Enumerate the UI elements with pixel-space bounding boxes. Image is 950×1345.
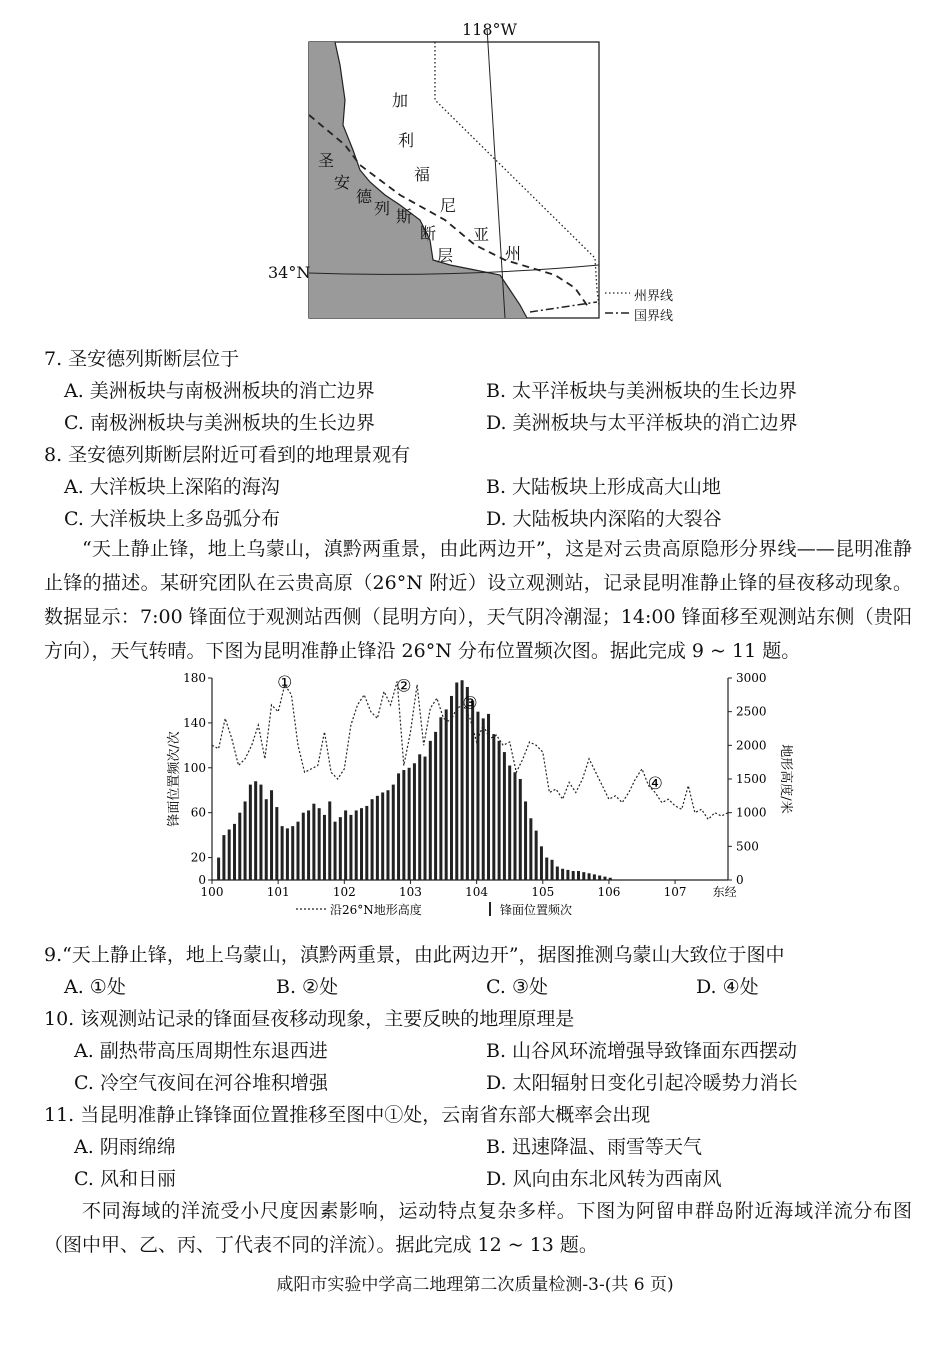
frequency-bar bbox=[349, 815, 352, 880]
frequency-bar bbox=[408, 768, 411, 880]
frequency-bar bbox=[371, 799, 374, 880]
y-right-tick-label: 2000 bbox=[736, 738, 767, 753]
y-left-tick-label: 100 bbox=[183, 760, 206, 775]
q8-option-b[interactable]: B. 大陆板块上形成高大山地 bbox=[486, 476, 722, 498]
frequency-bar bbox=[397, 773, 400, 880]
y-right-tick-label: 2500 bbox=[736, 704, 767, 719]
x-tick-label: 103 bbox=[399, 885, 422, 899]
frequency-bar bbox=[381, 792, 384, 880]
q9-option-b[interactable]: B. ②处 bbox=[276, 976, 339, 998]
frequency-bar bbox=[233, 824, 236, 880]
frequency-bar bbox=[244, 801, 247, 880]
q8-stem: 8. 圣安德列斯断层附近可看到的地理景观有 bbox=[44, 444, 411, 466]
page-footer: 咸阳市实验中学高二地理第二次质量检测-3-(共 6 页) bbox=[276, 1275, 674, 1295]
frequency-bar bbox=[386, 790, 389, 880]
frequency-bar bbox=[302, 813, 305, 880]
x-tick-label: 101 bbox=[266, 885, 290, 899]
frequency-bar bbox=[307, 810, 310, 880]
frequency-bar bbox=[424, 757, 427, 880]
y-left-tick-label: 140 bbox=[183, 715, 206, 730]
legend-national-border: 国界线 bbox=[634, 309, 674, 324]
fault-char: 层 bbox=[437, 246, 454, 265]
front-frequency-chart bbox=[160, 664, 800, 928]
q11-option-c[interactable]: C. 风和日丽 bbox=[74, 1168, 176, 1190]
q7-option-b[interactable]: B. 太平洋板块与美洲板块的生长边界 bbox=[486, 380, 798, 402]
frequency-bar bbox=[265, 799, 268, 880]
frequency-bar bbox=[249, 785, 252, 880]
frequency-bar bbox=[455, 682, 458, 880]
q11-option-d[interactable]: D. 风向由东北风转为西南风 bbox=[486, 1168, 722, 1190]
y-left-tick-label: 180 bbox=[183, 671, 206, 685]
frequency-bar bbox=[402, 770, 405, 880]
y-left-axis-title: 锋面位置频次/次 bbox=[167, 731, 182, 827]
y-right-axis-title: 地形高度/米 bbox=[778, 744, 793, 814]
frequency-bar bbox=[413, 763, 416, 880]
y-left-tick-label: 60 bbox=[190, 805, 206, 820]
legend-frequency-label: 锋面位置频次 bbox=[500, 903, 573, 917]
fault-char: 安 bbox=[334, 173, 351, 192]
frequency-bar bbox=[376, 796, 379, 880]
state-char: 州 bbox=[505, 244, 522, 263]
x-tick-label: 106 bbox=[597, 885, 621, 899]
x-tick-label: 107 bbox=[663, 885, 687, 899]
x-tick-label: 105 bbox=[531, 885, 555, 899]
y-right-tick-label: 0 bbox=[736, 873, 744, 887]
x-tick-label: 104 bbox=[465, 885, 489, 899]
frequency-bar bbox=[259, 785, 262, 880]
q7-option-a[interactable]: A. 美洲板块与南极洲板块的消亡边界 bbox=[64, 380, 375, 402]
frequency-bar bbox=[323, 815, 326, 880]
q11-option-a[interactable]: A. 阴雨绵绵 bbox=[74, 1136, 176, 1158]
frequency-bar bbox=[297, 822, 300, 880]
fault-char: 斯 bbox=[396, 207, 413, 226]
fault-char: 断 bbox=[420, 224, 437, 243]
state-char: 亚 bbox=[473, 225, 490, 244]
y-right-tick-label: 500 bbox=[736, 839, 759, 854]
passage-front: “天上静止锋，地上乌蒙山，滇黔两重景，由此两边开”，这是对云贵高原隐形分界线——昆明准静止锋的描述。某研究团队在云贵高原（26°N 附近）设立观测站，记录昆明准静止锋的昼夜移动现象。数据显示：7:00 锋面位于观测站西侧（昆明方向），天气阴冷潮湿；14:00 锋面移至观测站东侧（贵阳方向），天气转晴。下图为昆明准静止锋沿 26°N 分布位置频次图。据此完成 9 ~ 11 题。 bbox=[44, 538, 912, 662]
frequency-bar bbox=[593, 874, 596, 880]
chart-marker: ④ bbox=[647, 774, 663, 795]
frequency-bar bbox=[339, 817, 342, 880]
chart-marker: ① bbox=[277, 673, 293, 694]
frequency-bar bbox=[270, 790, 273, 880]
frequency-bar bbox=[312, 804, 315, 880]
frequency-bar bbox=[439, 717, 442, 880]
frequency-bar bbox=[577, 871, 580, 880]
q10-option-d[interactable]: D. 太阳辐射日变化引起冷暖势力消长 bbox=[486, 1072, 798, 1094]
q8-option-d[interactable]: D. 大陆板块内深陷的大裂谷 bbox=[486, 508, 722, 530]
fault-char: 德 bbox=[356, 187, 373, 206]
frequency-bar bbox=[355, 810, 358, 880]
frequency-bar bbox=[540, 846, 543, 880]
y-left-tick-label: 0 bbox=[198, 873, 206, 887]
frequency-bar bbox=[598, 876, 601, 880]
q7-option-d[interactable]: D. 美洲板块与太平洋板块的消亡边界 bbox=[486, 412, 798, 434]
lat-label: 34°N bbox=[268, 263, 311, 282]
frequency-bar bbox=[254, 781, 257, 880]
frequency-bar bbox=[471, 700, 474, 880]
frequency-bar bbox=[450, 696, 453, 880]
frequency-bar bbox=[476, 712, 479, 880]
frequency-bar bbox=[609, 878, 612, 880]
frequency-bar bbox=[482, 718, 485, 880]
y-right-tick-label: 3000 bbox=[736, 671, 767, 685]
chart-marker: ② bbox=[396, 676, 412, 697]
state-char: 福 bbox=[414, 165, 431, 184]
q7-option-c[interactable]: C. 南极洲板块与美洲板块的生长边界 bbox=[64, 412, 375, 434]
q8-option-c[interactable]: C. 大洋板块上多岛弧分布 bbox=[64, 508, 280, 530]
frequency-bar bbox=[222, 835, 225, 880]
frequency-bar bbox=[365, 806, 368, 880]
lon-label: 118°W bbox=[462, 20, 517, 39]
state-char: 尼 bbox=[440, 196, 457, 215]
california-map bbox=[305, 20, 705, 325]
frequency-bar bbox=[392, 785, 395, 880]
frequency-bar bbox=[228, 830, 231, 881]
q9-stem: 9.“天上静止锋，地上乌蒙山，滇黔两重景，由此两边开”，据图推测乌蒙山大致位于图中 bbox=[44, 944, 785, 966]
frequency-bar bbox=[291, 826, 294, 880]
frequency-bar bbox=[508, 766, 511, 880]
frequency-bar bbox=[318, 808, 321, 880]
y-left-tick-label: 20 bbox=[190, 850, 206, 865]
y-right-tick-label: 1000 bbox=[736, 805, 767, 820]
x-axis-label: 东经 bbox=[712, 885, 737, 899]
q11-option-b[interactable]: B. 迅速降温、雨雪等天气 bbox=[486, 1136, 703, 1158]
frequency-bar bbox=[328, 801, 331, 880]
frequency-bar bbox=[360, 808, 363, 880]
legend-terrain-label: 沿26°N地形高度 bbox=[330, 903, 422, 917]
frequency-bar bbox=[529, 818, 532, 880]
frequency-bar bbox=[238, 813, 241, 880]
frequency-bar bbox=[545, 858, 548, 880]
frequency-bar bbox=[524, 801, 527, 880]
frequency-bar bbox=[281, 826, 284, 880]
frequency-bar bbox=[275, 807, 278, 880]
q10-option-c[interactable]: C. 冷空气夜间在河谷堆积增强 bbox=[74, 1072, 328, 1094]
fault-char: 圣 bbox=[318, 151, 335, 170]
frequency-bar bbox=[588, 873, 591, 880]
x-tick-label: 102 bbox=[332, 885, 356, 899]
frequency-bar bbox=[519, 779, 522, 880]
frequency-bar bbox=[556, 867, 559, 880]
frequency-bar bbox=[566, 870, 569, 880]
frequency-bar bbox=[334, 822, 337, 880]
frequency-bar bbox=[561, 869, 564, 880]
frequency-bar bbox=[344, 810, 347, 880]
q10-option-a[interactable]: A. 副热带高压周期性东退西进 bbox=[74, 1040, 328, 1062]
q9-option-a[interactable]: A. ①处 bbox=[64, 976, 126, 998]
q9-option-c[interactable]: C. ③处 bbox=[486, 976, 548, 998]
frequency-bar bbox=[503, 752, 506, 880]
frequency-bar bbox=[434, 732, 437, 880]
q10-stem: 10. 该观测站记录的锋面昼夜移动现象，主要反映的地理原理是 bbox=[44, 1008, 575, 1030]
x-tick-label: 100 bbox=[200, 885, 224, 899]
y-right-tick-label: 1500 bbox=[736, 772, 767, 786]
frequency-bar bbox=[217, 858, 220, 880]
q11-stem: 11. 当昆明准静止锋锋面位置推移至图中①处，云南省东部大概率会出现 bbox=[44, 1104, 651, 1126]
frequency-bar bbox=[418, 754, 421, 880]
state-char: 加 bbox=[392, 91, 409, 110]
frequency-bar bbox=[551, 860, 554, 880]
q8-option-a[interactable]: A. 大洋板块上深陷的海沟 bbox=[64, 476, 280, 498]
q10-option-b[interactable]: B. 山谷风环流增强导致锋面东西摆动 bbox=[486, 1040, 798, 1062]
q7-stem: 7. 圣安德列斯断层位于 bbox=[44, 348, 240, 370]
frequency-bar bbox=[572, 871, 575, 880]
frequency-bar bbox=[535, 831, 538, 880]
q9-option-d[interactable]: D. ④处 bbox=[696, 976, 759, 998]
chart-marker: ③ bbox=[462, 693, 478, 714]
state-char: 利 bbox=[398, 131, 415, 150]
frequency-bar bbox=[513, 772, 516, 880]
frequency-bar bbox=[445, 709, 448, 880]
fault-char: 列 bbox=[374, 199, 391, 218]
legend-state-border: 州界线 bbox=[634, 289, 674, 304]
frequency-bar bbox=[286, 828, 289, 880]
frequency-bar bbox=[498, 741, 501, 880]
passage-currents: 不同海域的洋流受小尺度因素影响，运动特点复杂多样。下图为阿留申群岛附近海域洋流分布图（图中甲、乙、丙、丁代表不同的洋流）。据此完成 12 ~ 13 题。 bbox=[44, 1200, 912, 1256]
frequency-bar bbox=[603, 877, 606, 880]
frequency-bar bbox=[429, 741, 432, 880]
frequency-bar bbox=[492, 734, 495, 880]
frequency-bar bbox=[582, 872, 585, 880]
frequency-bar bbox=[487, 714, 490, 880]
